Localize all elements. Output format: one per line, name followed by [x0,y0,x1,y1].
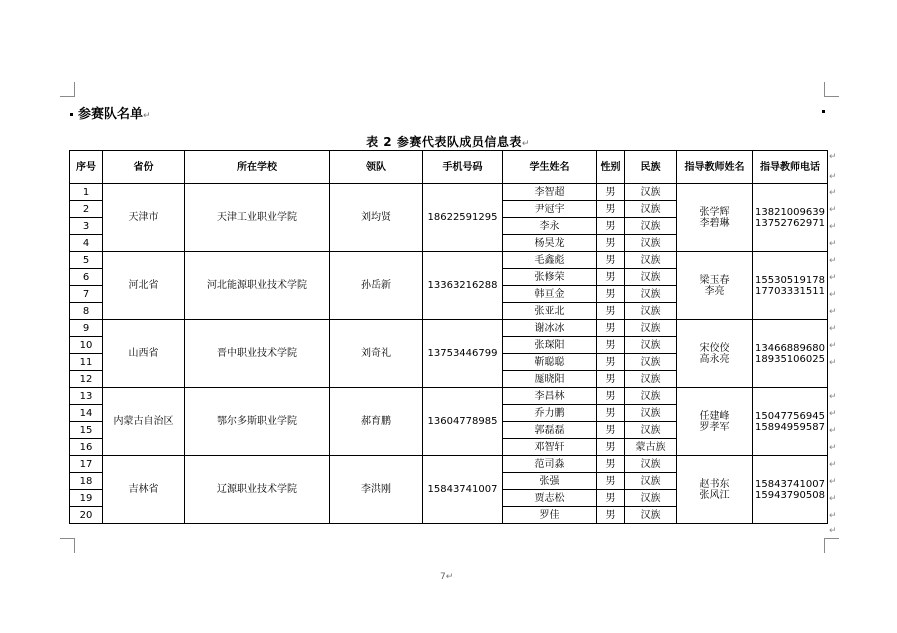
school-cell: 河北能源职业技术学院 [185,252,330,320]
teacher-phone-cell-line: 15530519178 [755,274,825,286]
student-name-cell: 厖晓阳 [503,371,597,388]
school-cell: 晋中职业技术学院 [185,320,330,388]
header-student-name: 学生姓名 [503,151,597,184]
row-end-mark: ↵ [829,324,837,334]
student-name-cell: 李智超 [503,184,597,201]
bullet-icon [70,113,73,116]
gender-cell: 男 [597,184,625,201]
leader-cell: 刘奇礼 [330,320,423,388]
paragraph-mark-icon: ↵ [143,111,151,121]
teacher-phone-cell-line: 18935106025 [755,353,825,365]
seq-cell: 10 [70,337,103,354]
school-cell: 辽源职业技术学院 [185,456,330,524]
row-end-mark: ↵ [829,358,837,368]
teacher-name-cell-line: 李亮 [704,285,725,297]
page-corner-mark-bottom-left [60,538,75,553]
section-heading [70,103,151,122]
teacher-phone-cell [753,388,828,456]
teacher-name-cell-line: 赵书东 [699,478,730,490]
student-name-cell: 范司淼 [503,456,597,473]
ethnicity-cell: 汉族 [625,388,677,405]
teacher-phone-cell [753,456,828,524]
seq-cell: 15 [70,422,103,439]
teacher-phone-cell [753,252,828,320]
teacher-phone-cell-line: 13821009639 [755,206,825,218]
ethnicity-cell: 汉族 [625,473,677,490]
paragraph-mark-icon: ↵ [445,572,454,582]
teacher-phone-cell-line: 13466889680 [755,342,825,354]
leader-cell: 李洪刚 [330,456,423,524]
table-header-row [70,151,828,184]
gender-cell: 男 [597,218,625,235]
row-end-mark: ↵ [829,426,837,436]
ethnicity-cell: 汉族 [625,269,677,286]
student-name-cell: 张强 [503,473,597,490]
teacher-phone-cell-line: 15943790508 [755,489,825,501]
row-end-mark: ↵ [829,477,837,487]
row-end-mark: ↵ [829,460,837,470]
teacher-name-cell [677,388,753,456]
gender-cell: 男 [597,354,625,371]
ethnicity-cell: 汉族 [625,235,677,252]
gender-cell: 男 [597,303,625,320]
row-end-mark: ↵ [829,172,837,182]
school-cell: 鄂尔多斯职业学院 [185,388,330,456]
ethnicity-cell: 汉族 [625,184,677,201]
table-row [70,320,828,337]
seq-cell: 13 [70,388,103,405]
seq-cell: 7 [70,286,103,303]
seq-cell: 2 [70,201,103,218]
row-end-mark: ↵ [829,341,837,351]
gender-cell: 男 [597,388,625,405]
seq-cell: 6 [70,269,103,286]
row-end-mark: ↵ [829,205,837,215]
row-end-mark: ↵ [829,526,837,536]
page-corner-mark-bottom-right [824,538,839,553]
page-corner-mark-top-right [824,82,839,97]
seq-cell: 17 [70,456,103,473]
ethnicity-cell: 汉族 [625,218,677,235]
teacher-phone-cell-line: 15894959587 [755,421,825,433]
seq-cell: 5 [70,252,103,269]
province-cell: 山西省 [103,320,185,388]
ethnicity-cell: 汉族 [625,201,677,218]
page-corner-mark-top-left [60,82,75,97]
student-name-cell: 罗佳 [503,507,597,524]
phone-cell: 13363216288 [423,252,503,320]
page-number-text: 7 [440,572,446,582]
seq-cell: 12 [70,371,103,388]
header-school: 所在学校 [185,151,330,184]
student-name-cell: 杨昊龙 [503,235,597,252]
province-cell: 吉林省 [103,456,185,524]
phone-cell: 18622591295 [423,184,503,252]
ethnicity-cell: 汉族 [625,422,677,439]
header-gender: 性别 [597,151,625,184]
teacher-name-cell-line: 梁玉春 [699,274,730,286]
student-name-cell: 乔力鹏 [503,405,597,422]
header-province: 省份 [103,151,185,184]
phone-cell: 13753446799 [423,320,503,388]
ethnicity-cell: 蒙古族 [625,439,677,456]
teacher-phone-cell-line: 15843741007 [755,478,825,490]
section-heading-text: 参赛队名单 [78,107,144,122]
province-cell: 天津市 [103,184,185,252]
student-name-cell: 李昌林 [503,388,597,405]
leader-cell: 刘均贤 [330,184,423,252]
phone-cell: 13604778985 [423,388,503,456]
teacher-name-cell [677,252,753,320]
student-name-cell: 张琛阳 [503,337,597,354]
student-name-cell: 张修荣 [503,269,597,286]
student-name-cell: 靳聪聪 [503,354,597,371]
ethnicity-cell: 汉族 [625,490,677,507]
table-row [70,456,828,473]
team-member-table [69,150,828,524]
ethnicity-cell: 汉族 [625,371,677,388]
gender-cell: 男 [597,201,625,218]
student-name-cell: 张亚北 [503,303,597,320]
gender-cell: 男 [597,490,625,507]
teacher-name-cell-line: 张风江 [699,489,730,501]
row-end-mark: ↵ [829,392,837,402]
header-teacher-phone: 指导教师电话 [753,151,828,184]
header-teacher-name: 指导教师姓名 [677,151,753,184]
header-leader: 领队 [330,151,423,184]
table-caption [69,133,827,150]
row-end-mark: ↵ [829,239,837,249]
province-cell: 河北省 [103,252,185,320]
student-name-cell: 贾志松 [503,490,597,507]
ethnicity-cell: 汉族 [625,507,677,524]
header-seq: 序号 [70,151,103,184]
seq-cell: 19 [70,490,103,507]
teacher-name-cell-line: 罗孝军 [699,421,730,433]
page-number [440,572,453,582]
ethnicity-cell: 汉族 [625,320,677,337]
table-caption-text: 表 2 参赛代表队成员信息表 [366,135,522,149]
row-end-mark: ↵ [829,307,837,317]
row-end-mark: ↵ [829,511,837,521]
seq-cell: 4 [70,235,103,252]
teacher-phone-cell [753,320,828,388]
row-end-mark: ↵ [829,494,837,504]
seq-cell: 3 [70,218,103,235]
student-name-cell: 尹冠宇 [503,201,597,218]
ethnicity-cell: 汉族 [625,456,677,473]
teacher-name-cell [677,456,753,524]
header-ethnicity: 民族 [625,151,677,184]
student-name-cell: 谢冰冰 [503,320,597,337]
seq-cell: 11 [70,354,103,371]
gender-cell: 男 [597,252,625,269]
student-name-cell: 韩亘金 [503,286,597,303]
gender-cell: 男 [597,507,625,524]
seq-cell: 18 [70,473,103,490]
row-end-mark: ↵ [829,256,837,266]
gender-cell: 男 [597,269,625,286]
row-end-mark: ↵ [829,188,837,198]
seq-cell: 9 [70,320,103,337]
student-name-cell: 李永 [503,218,597,235]
student-name-cell: 郭磊磊 [503,422,597,439]
teacher-phone-cell-line: 17703331511 [755,285,825,297]
table-row [70,252,828,269]
gender-cell: 男 [597,439,625,456]
gender-cell: 男 [597,405,625,422]
gender-cell: 男 [597,473,625,490]
gender-cell: 男 [597,422,625,439]
seq-cell: 16 [70,439,103,456]
seq-cell: 1 [70,184,103,201]
teacher-name-cell [677,320,753,388]
row-end-mark: ↵ [829,409,837,419]
student-name-cell: 邓智轩 [503,439,597,456]
gender-cell: 男 [597,286,625,303]
ethnicity-cell: 汉族 [625,303,677,320]
ethnicity-cell: 汉族 [625,337,677,354]
student-name-cell: 毛鑫彪 [503,252,597,269]
gender-cell: 男 [597,235,625,252]
row-end-mark: ↵ [829,443,837,453]
seq-cell: 20 [70,507,103,524]
teacher-name-cell-line: 高永亮 [699,353,730,365]
teacher-name-cell-line: 任建峰 [699,410,730,422]
bullet-icon [822,110,825,113]
teacher-phone-cell-line: 13752762971 [755,217,825,229]
ethnicity-cell: 汉族 [625,252,677,269]
paragraph-mark-icon: ↵ [521,139,530,149]
table-row [70,184,828,201]
teacher-name-cell-line: 李碧琳 [699,217,730,229]
row-end-mark: ↵ [829,152,837,162]
seq-cell: 8 [70,303,103,320]
header-phone: 手机号码 [423,151,503,184]
gender-cell: 男 [597,337,625,354]
gender-cell: 男 [597,320,625,337]
school-cell: 天津工业职业学院 [185,184,330,252]
row-end-mark: ↵ [829,290,837,300]
ethnicity-cell: 汉族 [625,354,677,371]
ethnicity-cell: 汉族 [625,405,677,422]
gender-cell: 男 [597,456,625,473]
teacher-phone-cell-line: 15047756945 [755,410,825,422]
phone-cell: 15843741007 [423,456,503,524]
teacher-name-cell [677,184,753,252]
leader-cell: 孙岳新 [330,252,423,320]
teacher-name-cell-line: 张学辉 [699,206,730,218]
table-row [70,388,828,405]
leader-cell: 郝育鹏 [330,388,423,456]
gender-cell: 男 [597,371,625,388]
province-cell: 内蒙古自治区 [103,388,185,456]
seq-cell: 14 [70,405,103,422]
ethnicity-cell: 汉族 [625,286,677,303]
teacher-name-cell-line: 宋佼佼 [699,342,730,354]
row-end-mark: ↵ [829,222,837,232]
row-end-mark: ↵ [829,273,837,283]
teacher-phone-cell [753,184,828,252]
